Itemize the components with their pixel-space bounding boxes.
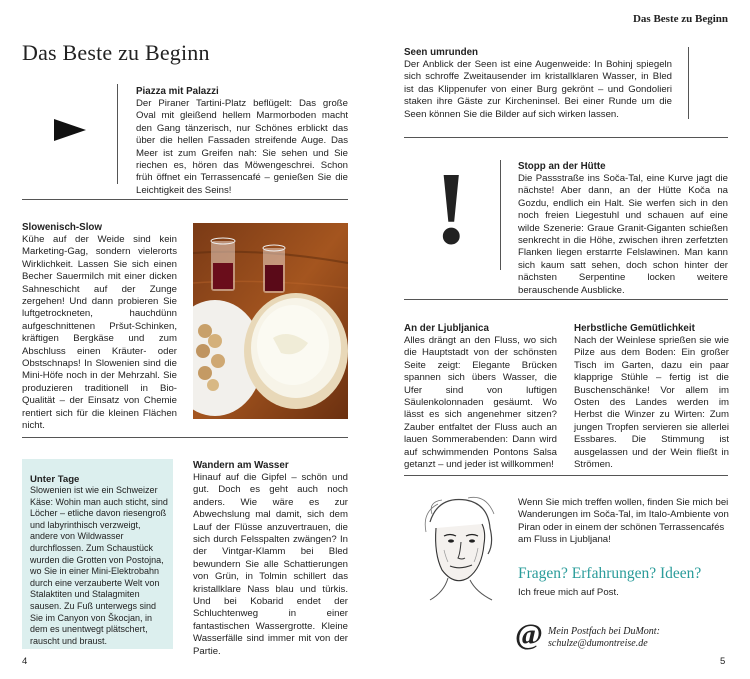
rule-5 bbox=[404, 475, 728, 476]
stopp-heading: Stopp an der Hütte bbox=[518, 161, 606, 172]
ljubljanica-heading: An der Ljubljanica bbox=[404, 323, 489, 334]
seen-text: Der Anblick der Seen ist eine Augenweide: In Bohinj spiegeln sich schroffe Zweitausender im kristallklaren Wasser, in Bled ist das Klippenufer von einer Burg gekrönt – und Gondolieri staken ihre Gäste zur Kircheninsel. Bei einer Runde um die Seen können Sie die Bilder auf sich wirken lassen. bbox=[404, 59, 672, 120]
running-header: Das Beste zu Beginn bbox=[632, 13, 728, 25]
piazza-divider bbox=[117, 84, 118, 184]
herbst-text: Nach der Weinlese sprießen sie wie Pilze aus dem Boden: Ein großer Tisch im Garten, dazu ein paar klapprige Stühle – fertig ist die Buschenschänke! Vor allem im Osten des Landes werden im Herbst die Winzer zu Wirten: Zum jungen Tropfen servieren sie allerlei Essbares. Die Stimmung ist ausgelassen und der Wein fließt in Strömen. bbox=[574, 335, 729, 471]
slowenisch-heading: Slowenisch-Slow bbox=[22, 222, 103, 233]
post-text: Ich freue mich auf Post. bbox=[518, 587, 619, 598]
exclamation-icon: ! bbox=[434, 151, 469, 266]
page-number-left: 4 bbox=[22, 656, 28, 667]
rule-3 bbox=[404, 137, 728, 138]
stopp-text: Die Passstraße ins Soča-Tal, eine Kurve jagt die nächste! Aber dann, an der Hütte Koča na Gozdu, endlich ein Halt. Sie werfen sich in den noch freien Liegestuhl und schauen auf eine wilde Szenerie: Graue Granit-Giganten schießen senkrecht in die Höhe, zwischen ihren zerfetzten Flanken liegen erstarrte Felslawinen. Man kann sich kaum satt sehen, doch schon hinter der nächsten Serpentine locken weitere berauschende Ausblicke. bbox=[518, 173, 728, 296]
herbst-heading: Herbstliche Gemütlichkeit bbox=[574, 323, 695, 334]
ljubljanica-text: Alles drängt an den Fluss, wo sich die Hauptstadt von der schönsten Seite zeigt: Elegante Brücken spannen sich übers Wasser, die Ufer sind von luftigen Säulenkolonnaden gesäumt. Wo lässt es sich angenehmer sitzen? Zauber entfaltet der Fluss auch an lauen Sommerabenden: Dann wird auf schwimmenden Pontons Salsa getanzt – und jeder ist willkommen! bbox=[404, 335, 557, 471]
seen-divider bbox=[688, 47, 689, 119]
page-title: Das Beste zu Beginn bbox=[22, 40, 210, 65]
slowenisch-text: Kühe auf der Weide sind kein Marketing-Gag, sondern vielerorts Wirklichkeit. Lassen Sie sich einen Becher Sauermilch mit einer dicken Sahneschicht auf der Zunge zergehen! Und dann probieren Sie luftgetrockneten, hauchdünn aufgeschnittenen Pršut-Schinken, kräftigen Bergkäse und zum Abschluss einen Kräuter- oder Obstschnaps! In Slowenien sind die Mini-Höfe noch in der Mehrzahl. Sie produzieren traditionell in Bio-Qualität – der Einsatz von Chemie rentiert sich für die kleinen Flächen nicht. bbox=[22, 234, 177, 432]
author-intro: Wenn Sie mich treffen wollen, finden Sie mich bei Wanderungen im Soča-Tal, im Italo-Ambiente von Piran oder in einem der schönen Terrassencafés am Fluss in Ljubljana! bbox=[518, 497, 729, 546]
wandern-text: Hinauf auf die Gipfel – schön und gut. Doch es geht auch noch anders. Wie wäre es zur Abwechslung mal damit, sich dem Lauf der Flüsse anzuvertrauen, die sich durch Felsspalten zwängen? In der Vintgar-Klamm bei Bled bewundern Sie alle Schattierungen von Grün, in Tolmin schillert das kristallklare Nass blau und türkis. Und bei Kobarid endet der Schluchtenweg in einer fantastischen Wassergrotte. Kleine Wasserfälle sind immer mit von der Partie. bbox=[193, 472, 348, 657]
rule-4 bbox=[404, 299, 728, 300]
piazza-text: Der Piraner Tartini-Platz beflügelt: Das große Oval mit gleißend hellem Marmorboden macht den Gang tänzerisch, nur Schönes erblickt das über die hellen Fassaden streifende Auge. Das Meer ist zum Greifen nah: Sie sehen und Sie riechen es, hören das Möwengeschrei. Schon früh öffnet ein Terrassencafé – genießen Sie die Leichtigkeit des Seins! bbox=[136, 98, 348, 196]
glass-right bbox=[263, 245, 285, 293]
mailbox-label: Mein Postfach bei DuMont: bbox=[548, 626, 660, 637]
stopp-divider bbox=[500, 160, 501, 270]
piazza-heading: Piazza mit Palazzi bbox=[136, 86, 219, 97]
glass-left bbox=[211, 238, 235, 291]
author-email[interactable]: schulze@dumontreise.de bbox=[548, 638, 648, 649]
food-photo bbox=[193, 223, 348, 419]
unter-tage-heading: Unter Tage bbox=[30, 474, 80, 485]
unter-tage-text: Slowenien ist wie ein Schweizer Käse: Wohin man auch sticht, sind Löcher – etliche davon riesengroß und labyrinthisch verzweigt, andere von Wildwasser durchflossen. Zum Schaustück wurden die Grotten von Postojna, wo Sie in einer Mini-Elektrobahn durch eine verzauberte Welt von Stalaktiten und Stalagmiten sausen. Zu Fuß unterwegs sind Sie im Canyon von Škocjan, in dem es unentwegt plätschert, rauscht und braust. bbox=[30, 485, 168, 646]
questions-heading: Fragen? Erfahrungen? Ideen? bbox=[518, 565, 702, 582]
rule-2 bbox=[22, 437, 348, 438]
author-portrait bbox=[408, 492, 504, 604]
play-arrow-icon bbox=[54, 119, 86, 141]
seen-heading: Seen umrunden bbox=[404, 47, 479, 58]
rule-1 bbox=[22, 199, 348, 200]
wandern-heading: Wandern am Wasser bbox=[193, 460, 289, 471]
page-number-right: 5 bbox=[720, 656, 726, 667]
at-sign-icon: @ bbox=[515, 618, 543, 651]
